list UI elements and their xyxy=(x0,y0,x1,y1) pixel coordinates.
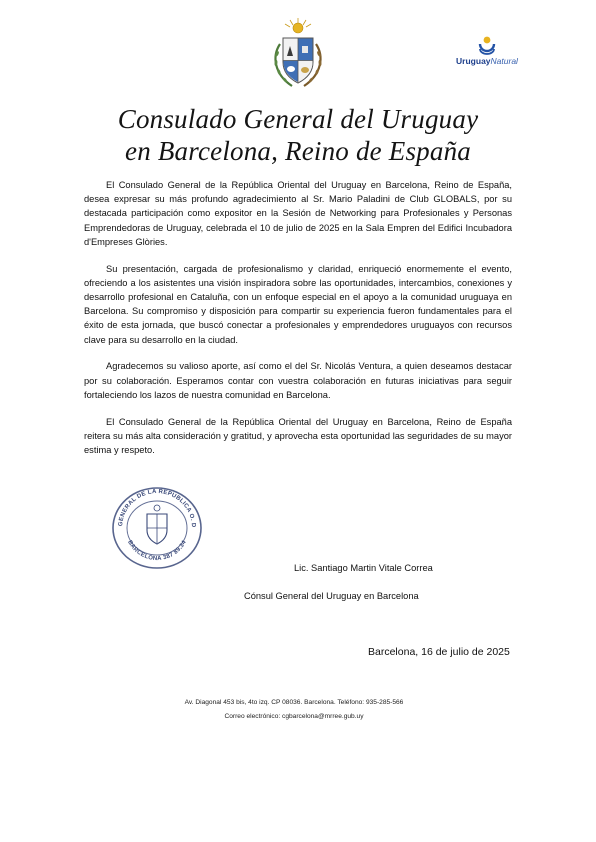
paragraph: El Consulado General de la República Oriental del Uruguay en Barcelona, Reino de España, desea expresar su más profundo agradecimiento al Sr. Mario Paladini de Club GLOBALS, por su destacada participación como expositor en la Sesión de Networking para Profesionales y Personas Emprendedoras de Uruguay, celebrada el 10 de julio de 2025 en la Sala Empren del Edifici Incubadora d'Empreses Glòries. xyxy=(84,180,512,247)
footer-address: Av. Diagonal 453 bis, 4to izq. CP 08036. Barcelona. Teléfono: 935-285-566 xyxy=(184,699,404,706)
signatory-title: Cónsul General del Uruguay en Barcelona xyxy=(244,591,419,601)
coat-of-arms-icon xyxy=(268,16,328,92)
letter-body xyxy=(84,178,512,470)
signatory-name: Lic. Santiago Martin Vitale Correa xyxy=(294,563,433,573)
brand-wordmark: UruguayNatural xyxy=(456,56,518,66)
uruguay-natural-logo xyxy=(442,34,532,74)
stamp-text-top: GENERAL DE LA REPUBLICA O. D xyxy=(117,488,197,528)
sun-logo-icon xyxy=(476,34,498,56)
letterhead-title-line2: en Barcelona, Reino de España xyxy=(125,136,471,166)
paragraph: Agradecemos su valioso aporte, así como el del Sr. Nicolás Ventura, a quien deseamos destacar por su colaboración. Esperamos contar con vuestra colaboración en futuras iniciativas para seguir fortaleciendo los lazos de nuestra comunidad en Barcelona. xyxy=(84,361,512,400)
paragraph: El Consulado General de la República Oriental del Uruguay en Barcelona, Reino de España reitera su más alta consideración y gratitud, y aprovecha esta oportunidad las seguridades de su mayor estima y respeto. xyxy=(84,416,512,456)
letterhead-title-line1: Consulado General del Uruguay xyxy=(117,104,479,134)
footer-email: Correo electrónico: cgbarcelona@mrree.gub.uy xyxy=(224,713,364,720)
svg-text:CONSULADO GENERAL DE LA REPUBL xyxy=(110,486,196,528)
paragraph: Su presentación, cargada de profesionalismo y claridad, enriqueció enormemente el evento, ofreciendo a los asistentes una visión inspiradora sobre las oportunidades, intercambios, conexiones y desarrollo profesional en Cataluña, con un enfoque especial en el apoyo a la comunidad uruguaya en Barcelona. Su compromiso y disposición para compartir su experiencia fueron fundamentales para el éxito de esta jornada, que buscó conectar a profesionales y emprendedores uruguayos con recursos clave para su desarrollo en la ciudad. xyxy=(84,263,512,345)
official-stamp-icon xyxy=(110,486,204,570)
letter-date: Barcelona, 16 de julio de 2025 xyxy=(368,646,510,658)
stamp-text-bottom: BARCELONA 387 89.34 xyxy=(126,539,188,563)
